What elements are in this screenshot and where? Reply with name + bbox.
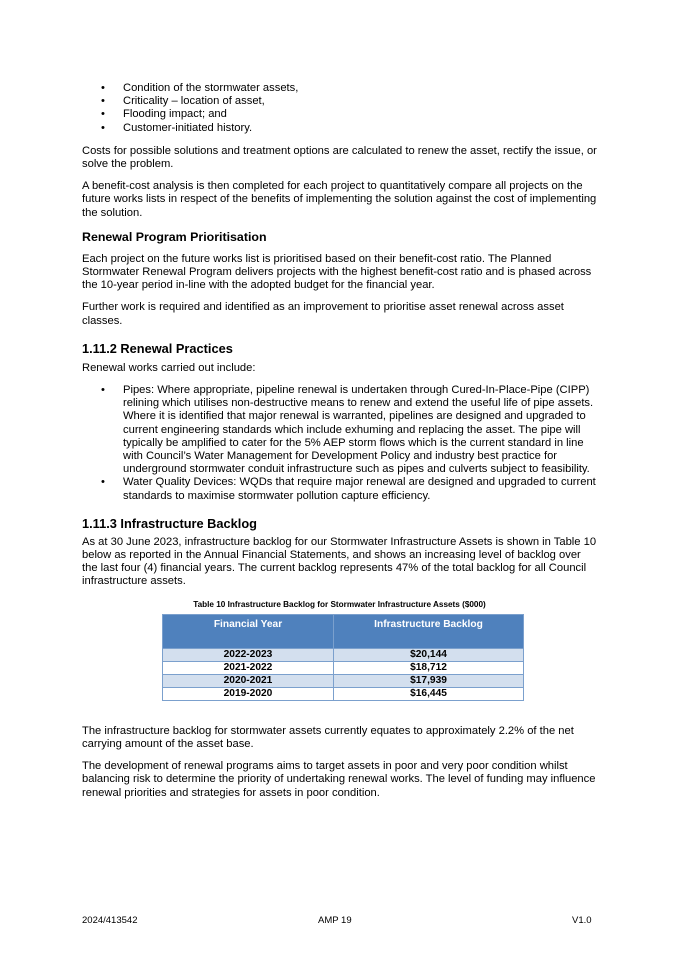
column-header: Infrastructure Backlog xyxy=(334,614,524,648)
table-caption: Table 10 Infrastructure Backlog for Stormwater Infrastructure Assets ($000) xyxy=(193,599,486,609)
document-page xyxy=(82,82,597,800)
table-row xyxy=(163,661,524,674)
table-header-row xyxy=(163,614,524,648)
backlog-table xyxy=(162,614,524,701)
paragraph: The development of renewal programs aims to target assets in poor and very poor condition whilst balancing risk to determine the priority of undertaking renewal works. The level of funding may influence renewal priorities and strategies for assets in poor condition. xyxy=(82,760,596,799)
table-row xyxy=(163,687,524,700)
section-heading: 1.11.3 Infrastructure Backlog xyxy=(82,515,257,531)
list-item: • Pipes: Where appropriate, pipeline renewal is undertaken through Cured-In-Place-Pipe (CIPP) relining which utilises non-destructive means to renew and extend the useful life of pipe assets. Where it is identified that major renewal is warranted, pipelines are designed and upgraded to current engineering standards which include exhuming and replacing the asset. The pipe will typically be amplified to cater for the 5% AEP storm flows which is the current standard in line with Council’s Water Management for Development Policy and industry best practice for underground stormwater conduit infrastructure such as pipes and culverts subject to feasibility. xyxy=(82,384,597,476)
footer-page-number: AMP 19 xyxy=(318,915,352,926)
renewal-works-list xyxy=(82,384,597,503)
table-cell: 2021-2022 xyxy=(163,661,334,674)
paragraph: Further work is required and identified as an improvement to prioritise asset renewal across asset classes. xyxy=(82,301,564,327)
table-cell: $20,144 xyxy=(334,648,524,661)
list-item: • Customer-initiated history. xyxy=(82,122,597,135)
list-item: • Water Quality Devices: WQDs that require major renewal are designed and upgraded to current standards to maximise stormwater pollution capture efficiency. xyxy=(82,476,597,502)
table-row xyxy=(163,674,524,687)
footer-version: V1.0 xyxy=(572,915,592,926)
column-header: Financial Year xyxy=(163,614,334,648)
paragraph: As at 30 June 2023, infrastructure backlog for our Stormwater Infrastructure Assets is shown in Table 10 below as reported in the Annual Financial Statements, and shows an increasing level of backlog over the last four (4) financial years. The current backlog represents 47% of the total backlog for all Council infrastructure assets. xyxy=(82,535,597,588)
footer-doc-ref: 2024/413542 xyxy=(82,915,138,926)
criteria-list xyxy=(82,82,597,135)
table-cell: 2019-2020 xyxy=(163,687,334,700)
section-heading: Renewal Program Prioritisation xyxy=(82,229,267,244)
section-heading: 1.11.2 Renewal Practices xyxy=(82,340,233,356)
table-row xyxy=(163,648,524,661)
paragraph: Costs for possible solutions and treatment options are calculated to renew the asset, rectify the issue, or solve the problem. xyxy=(82,144,597,171)
list-item: • Condition of the stormwater assets, xyxy=(82,82,597,95)
paragraph: Each project on the future works list is prioritised based on their benefit-cost ratio. The Planned Stormwater Renewal Program delivers projects with the highest benefit-cost ratio and is phased across the 10-year period in-line with the adopted budget for the financial year. xyxy=(82,252,592,292)
table-cell: $17,939 xyxy=(334,674,524,687)
table-cell: $16,445 xyxy=(334,687,524,700)
table-cell: 2022-2023 xyxy=(163,648,334,661)
paragraph: A benefit-cost analysis is then completed for each project to quantitatively compare all projects on the future works lists in respect of the benefits of implementing the solution against the cost of implementing the solution. xyxy=(82,180,597,219)
list-item: • Criticality – location of asset, xyxy=(82,95,597,108)
table-cell: 2020-2021 xyxy=(163,674,334,687)
paragraph: The infrastructure backlog for stormwater assets currently equates to approximately 2.2% of the net carrying amount of the asset base. xyxy=(82,724,574,750)
paragraph: Renewal works carried out include: xyxy=(82,361,256,374)
list-item: • Flooding impact; and xyxy=(82,108,597,121)
table-cell: $18,712 xyxy=(334,661,524,674)
